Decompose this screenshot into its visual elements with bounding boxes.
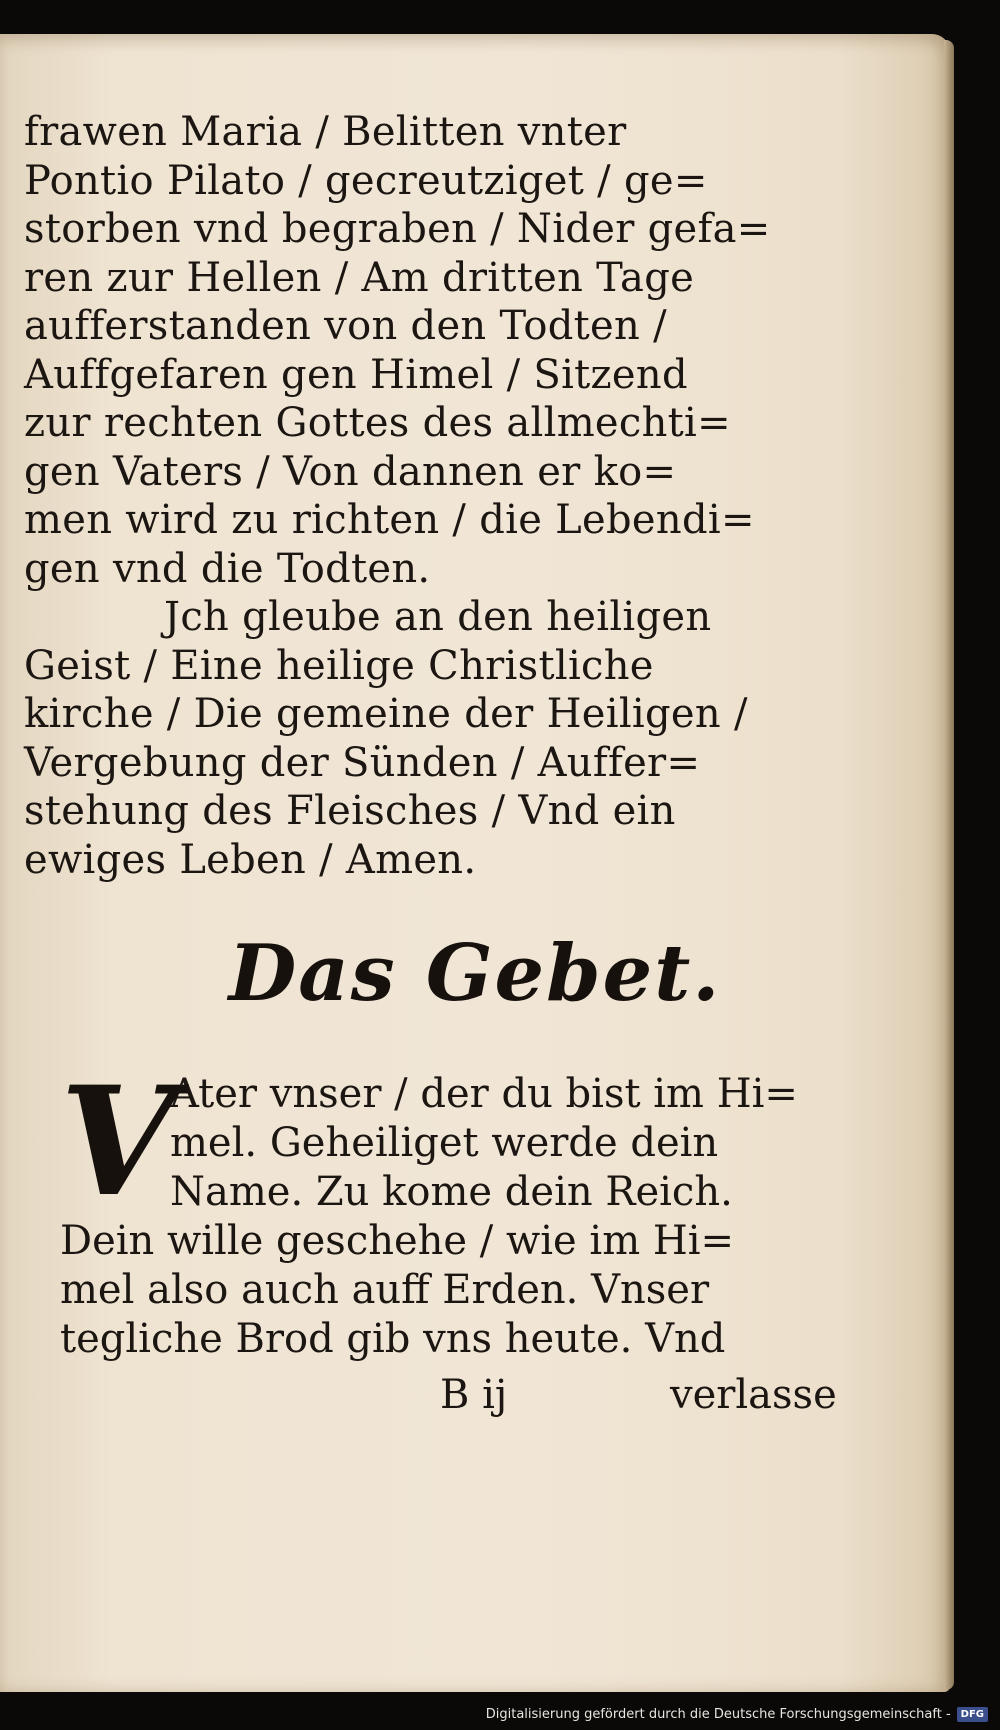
prayer-text: [60, 1054, 840, 1364]
text-line: Ater vnser / der du bist im Hi=: [170, 1071, 798, 1117]
text-line: storben vnd begraben / Nider gefa=: [24, 206, 771, 252]
text-line: Vergebung der Sünden / Auffer=: [24, 739, 701, 786]
decorated-initial: V: [60, 1054, 177, 1230]
text-line: kirche / Die gemeine der Heiligen /: [24, 691, 748, 737]
text-line: frawen Maria / Belitten vnter: [24, 109, 627, 155]
creed-text: [24, 108, 824, 884]
text-line: gen vnd die Todten.: [24, 545, 431, 592]
text-line: Auffgefaren gen Himel / Sitzend: [24, 351, 688, 398]
dfg-logo: DFG: [957, 1707, 988, 1722]
section-heading: Das Gebet.: [228, 928, 722, 1019]
catchword: verlasse: [670, 1372, 837, 1418]
digitization-footer: [486, 1704, 988, 1724]
text-line: Pontio Pilato / gecreutziget / ge=: [24, 157, 708, 204]
text-line: stehung des Fleisches / Vnd ein: [24, 788, 676, 834]
text-line: gen Vaters / Von dannen er ko=: [24, 448, 677, 495]
text-line: tegliche Brod gib vns heute. Vnd: [60, 1316, 726, 1362]
text-line: men wird zu richten / die Lebendi=: [24, 497, 755, 543]
text-line: mel. Geheiliget werde dein: [170, 1120, 719, 1166]
text-line: ewiges Leben / Amen.: [24, 836, 477, 883]
text-line: mel also auch auff Erden. Vnser: [60, 1267, 710, 1313]
footer-text: Digitalisierung gefördert durch die Deutsche Forschungsgemeinschaft -: [485, 1706, 951, 1722]
text-line: ren zur Hellen / Am dritten Tage: [24, 254, 695, 301]
text-line: aufferstanden von den Todten /: [24, 303, 667, 349]
text-line: Geist / Eine heilige Christliche: [24, 642, 654, 689]
text-line: zur rechten Gottes des allmechti=: [24, 400, 731, 446]
text-line: Dein wille geschehe / wie im Hi=: [60, 1218, 735, 1264]
signature-mark: B ij: [440, 1372, 508, 1418]
page-edge: [944, 40, 954, 1690]
text-line: Jch gleube an den heiligen: [164, 594, 712, 640]
text-line: Name. Zu kome dein Reich.: [170, 1169, 733, 1215]
